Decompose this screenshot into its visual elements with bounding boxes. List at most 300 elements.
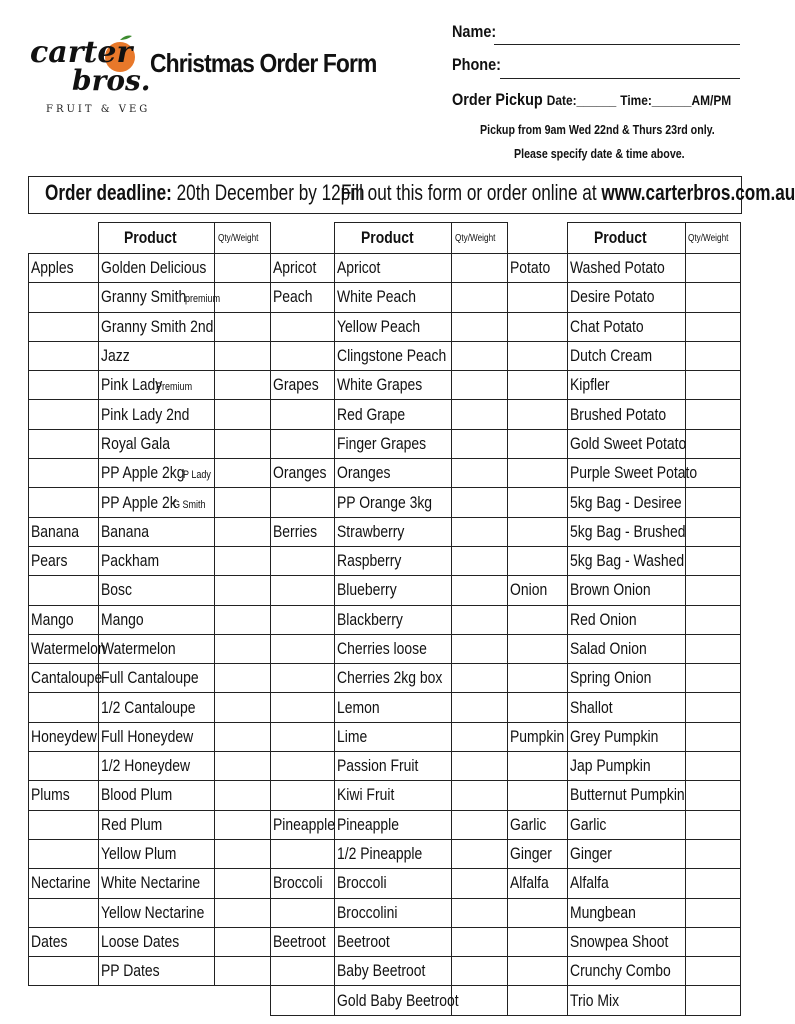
table-row bbox=[508, 312, 741, 341]
qty-input-cell[interactable] bbox=[215, 664, 271, 693]
qty-input-cell[interactable] bbox=[452, 839, 508, 868]
qty-input-cell[interactable] bbox=[215, 429, 271, 458]
table-row bbox=[29, 400, 271, 429]
table-row bbox=[29, 722, 271, 751]
table-row bbox=[271, 283, 508, 312]
qty-input-cell[interactable] bbox=[686, 429, 741, 458]
table-row bbox=[508, 517, 741, 546]
online-url-link[interactable]: www.carterbros.com.au bbox=[601, 180, 795, 205]
category-cell bbox=[29, 488, 99, 517]
qty-input-cell[interactable] bbox=[686, 986, 741, 1015]
category-cell bbox=[271, 312, 335, 341]
category-cell bbox=[508, 459, 568, 488]
qty-input-cell[interactable] bbox=[215, 517, 271, 546]
qty-input-cell[interactable] bbox=[686, 957, 741, 986]
qty-input-cell[interactable] bbox=[686, 752, 741, 781]
qty-input-cell[interactable] bbox=[686, 634, 741, 663]
product-cell: Dutch Cream bbox=[568, 341, 686, 370]
category-cell bbox=[508, 283, 568, 312]
category-cell bbox=[271, 781, 335, 810]
table-row bbox=[508, 400, 741, 429]
product-cell: Butternut Pumpkin bbox=[568, 781, 686, 810]
table-row bbox=[508, 429, 741, 458]
product-cell: Beetroot bbox=[335, 927, 452, 956]
category-cell: Honeydew bbox=[29, 722, 99, 751]
table-row bbox=[508, 546, 741, 575]
category-cell: Cantaloupe bbox=[29, 664, 99, 693]
category-cell bbox=[508, 400, 568, 429]
qty-input-cell[interactable] bbox=[215, 459, 271, 488]
logo-text-top: carter bbox=[30, 35, 133, 70]
qty-input-cell[interactable] bbox=[686, 312, 741, 341]
product-cell: 5kg Bag - Desiree bbox=[568, 488, 686, 517]
category-cell: Dates bbox=[29, 927, 99, 956]
brand-logo bbox=[28, 30, 151, 120]
order-table-fruit-veg bbox=[270, 222, 508, 1016]
product-cell: Golden Delicious bbox=[99, 254, 215, 283]
table-row bbox=[271, 341, 508, 370]
category-cell: Oranges bbox=[271, 459, 335, 488]
category-cell bbox=[508, 781, 568, 810]
category-cell bbox=[508, 957, 568, 986]
category-cell bbox=[271, 634, 335, 663]
product-cell: White Nectarine bbox=[99, 869, 215, 898]
qty-input-cell[interactable] bbox=[686, 898, 741, 927]
table-row bbox=[271, 986, 508, 1015]
table-row bbox=[29, 781, 271, 810]
table-row bbox=[271, 810, 508, 839]
table-row bbox=[271, 898, 508, 927]
qty-input-cell[interactable] bbox=[452, 283, 508, 312]
qty-input-cell[interactable] bbox=[452, 898, 508, 927]
logo-text-bottom: bros. bbox=[72, 64, 151, 97]
category-cell bbox=[29, 429, 99, 458]
table-row bbox=[508, 283, 741, 312]
qty-input-cell[interactable] bbox=[686, 254, 741, 283]
category-cell bbox=[29, 752, 99, 781]
table-row bbox=[271, 693, 508, 722]
qty-input-cell[interactable] bbox=[215, 781, 271, 810]
table-row bbox=[508, 254, 741, 283]
product-cell: Broccolini bbox=[335, 898, 452, 927]
qty-input-cell[interactable] bbox=[215, 488, 271, 517]
table-row bbox=[29, 341, 271, 370]
category-cell bbox=[508, 546, 568, 575]
qty-input-cell[interactable] bbox=[686, 400, 741, 429]
deadline-value: 20th December by 12pm bbox=[176, 180, 365, 205]
category-cell: Banana bbox=[29, 517, 99, 546]
product-cell: Pineapple bbox=[335, 810, 452, 839]
product-cell: Jazz bbox=[99, 341, 215, 370]
product-note: P Lady bbox=[182, 469, 211, 482]
category-cell bbox=[271, 576, 335, 605]
table-row bbox=[508, 927, 741, 956]
qty-input-cell[interactable] bbox=[215, 254, 271, 283]
table-row bbox=[508, 371, 741, 400]
qty-input-cell[interactable] bbox=[686, 693, 741, 722]
qty-input-cell[interactable] bbox=[686, 781, 741, 810]
category-cell: Apples bbox=[29, 254, 99, 283]
product-cell: Broccoli bbox=[335, 869, 452, 898]
qty-input-cell[interactable] bbox=[686, 839, 741, 868]
qty-input-cell[interactable] bbox=[215, 957, 271, 986]
table-row bbox=[271, 664, 508, 693]
qty-input-cell[interactable] bbox=[215, 341, 271, 370]
qty-input-cell[interactable] bbox=[215, 546, 271, 575]
product-cell: Lemon bbox=[335, 693, 452, 722]
qty-input-cell[interactable] bbox=[452, 634, 508, 663]
product-cell: Strawberry bbox=[335, 517, 452, 546]
category-cell bbox=[29, 459, 99, 488]
category-cell: Pears bbox=[29, 546, 99, 575]
product-cell: 1/2 Pineapple bbox=[335, 839, 452, 868]
qty-input-cell[interactable] bbox=[215, 898, 271, 927]
product-cell: 1/2 Cantaloupe bbox=[99, 693, 215, 722]
qty-input-cell[interactable] bbox=[452, 810, 508, 839]
table-row bbox=[29, 869, 271, 898]
qty-input-cell[interactable] bbox=[215, 312, 271, 341]
product-cell: PP Apple 2kG Smith bbox=[99, 488, 215, 517]
product-cell: Ginger bbox=[568, 839, 686, 868]
order-table-veg bbox=[507, 222, 741, 1016]
category-cell bbox=[271, 839, 335, 868]
qty-input-cell[interactable] bbox=[686, 283, 741, 312]
qty-input-cell[interactable] bbox=[686, 517, 741, 546]
table-row bbox=[508, 634, 741, 663]
table-row bbox=[271, 517, 508, 546]
product-cell: Blackberry bbox=[335, 605, 452, 634]
product-cell: Oranges bbox=[335, 459, 452, 488]
qty-input-cell[interactable] bbox=[452, 341, 508, 370]
product-cell: 1/2 Honeydew bbox=[99, 752, 215, 781]
table-row bbox=[271, 488, 508, 517]
category-cell bbox=[508, 517, 568, 546]
category-cell: Peach bbox=[271, 283, 335, 312]
product-cell: Royal Gala bbox=[99, 429, 215, 458]
table-row bbox=[508, 664, 741, 693]
product-cell: Finger Grapes bbox=[335, 429, 452, 458]
product-note: G Smith bbox=[173, 498, 206, 511]
qty-input-cell[interactable] bbox=[452, 927, 508, 956]
product-header: Product bbox=[335, 223, 452, 254]
product-cell: 5kg Bag - Brushed bbox=[568, 517, 686, 546]
qty-header: Qty/Weight bbox=[686, 223, 741, 254]
category-cell bbox=[29, 341, 99, 370]
product-cell: PP Orange 3kg bbox=[335, 488, 452, 517]
product-cell: Loose Dates bbox=[99, 927, 215, 956]
table-row bbox=[29, 605, 271, 634]
table-row bbox=[508, 957, 741, 986]
category-cell bbox=[508, 664, 568, 693]
product-cell: Passion Fruit bbox=[335, 752, 452, 781]
product-cell: Chat Potato bbox=[568, 312, 686, 341]
category-cell bbox=[29, 898, 99, 927]
product-cell: Clingstone Peach bbox=[335, 341, 452, 370]
qty-header: Qty/Weight bbox=[452, 223, 508, 254]
qty-input-cell[interactable] bbox=[215, 722, 271, 751]
table-row bbox=[508, 869, 741, 898]
table-row bbox=[508, 722, 741, 751]
pickup-time-field[interactable]: Time:______AM/PM bbox=[620, 92, 732, 108]
qty-input-cell[interactable] bbox=[215, 371, 271, 400]
product-cell: Grey Pumpkin bbox=[568, 722, 686, 751]
pickup-note-2: Please specify date & time above. bbox=[514, 146, 685, 161]
product-header: Product bbox=[99, 223, 215, 254]
table-row bbox=[508, 576, 741, 605]
table-row bbox=[508, 341, 741, 370]
product-cell: Purple Sweet Potato bbox=[568, 459, 686, 488]
product-cell: Gold Sweet Potato bbox=[568, 429, 686, 458]
category-cell: Onion bbox=[508, 576, 568, 605]
qty-input-cell[interactable] bbox=[686, 371, 741, 400]
product-cell: Yellow Peach bbox=[335, 312, 452, 341]
category-cell: Plums bbox=[29, 781, 99, 810]
qty-input-cell[interactable] bbox=[452, 488, 508, 517]
qty-input-cell[interactable] bbox=[452, 752, 508, 781]
table-row bbox=[29, 576, 271, 605]
category-cell bbox=[508, 341, 568, 370]
qty-input-cell[interactable] bbox=[452, 517, 508, 546]
category-cell bbox=[508, 693, 568, 722]
category-cell bbox=[271, 722, 335, 751]
qty-input-cell[interactable] bbox=[452, 722, 508, 751]
product-cell: PP Dates bbox=[99, 957, 215, 986]
pickup-note-1: Pickup from 9am Wed 22nd & Thurs 23rd only. bbox=[480, 122, 715, 137]
qty-input-cell[interactable] bbox=[215, 634, 271, 663]
qty-input-cell[interactable] bbox=[215, 810, 271, 839]
qty-input-cell[interactable] bbox=[686, 927, 741, 956]
pickup-row bbox=[452, 90, 731, 110]
online-text bbox=[341, 180, 795, 206]
qty-input-cell[interactable] bbox=[452, 986, 508, 1015]
pickup-label: Order Pickup bbox=[452, 90, 543, 109]
qty-input-cell[interactable] bbox=[686, 664, 741, 693]
category-cell bbox=[271, 957, 335, 986]
category-cell: Pumpkin bbox=[508, 722, 568, 751]
qty-input-cell[interactable] bbox=[452, 781, 508, 810]
order-table-fruit bbox=[28, 222, 271, 986]
table-row bbox=[508, 781, 741, 810]
product-cell: White Peach bbox=[335, 283, 452, 312]
table-row bbox=[29, 693, 271, 722]
qty-input-cell[interactable] bbox=[215, 752, 271, 781]
qty-input-cell[interactable] bbox=[452, 957, 508, 986]
table-row bbox=[29, 283, 271, 312]
product-cell: Cherries 2kg box bbox=[335, 664, 452, 693]
category-cell: Grapes bbox=[271, 371, 335, 400]
product-cell: Shallot bbox=[568, 693, 686, 722]
qty-input-cell[interactable] bbox=[452, 371, 508, 400]
category-cell: Potato bbox=[508, 254, 568, 283]
product-cell: Bosc bbox=[99, 576, 215, 605]
qty-input-cell[interactable] bbox=[686, 341, 741, 370]
qty-input-cell[interactable] bbox=[686, 869, 741, 898]
product-cell: Full Cantaloupe bbox=[99, 664, 215, 693]
product-cell: Jap Pumpkin bbox=[568, 752, 686, 781]
table-row bbox=[29, 459, 271, 488]
product-cell: Salad Onion bbox=[568, 634, 686, 663]
phone-label: Phone: bbox=[452, 55, 501, 74]
table-row bbox=[508, 839, 741, 868]
product-cell: Kipfler bbox=[568, 371, 686, 400]
category-cell bbox=[271, 429, 335, 458]
table-row bbox=[508, 459, 741, 488]
category-cell bbox=[508, 371, 568, 400]
qty-input-cell[interactable] bbox=[686, 488, 741, 517]
category-cell: Apricot bbox=[271, 254, 335, 283]
product-cell: Pink Lady 2nd bbox=[99, 400, 215, 429]
product-cell: Granny Smithpremium bbox=[99, 283, 215, 312]
category-cell bbox=[508, 986, 568, 1015]
category-cell bbox=[508, 488, 568, 517]
product-cell: Red Plum bbox=[99, 810, 215, 839]
pickup-date-field[interactable]: Date:______ bbox=[546, 92, 617, 108]
category-cell bbox=[271, 664, 335, 693]
product-cell: Blood Plum bbox=[99, 781, 215, 810]
table-row bbox=[271, 371, 508, 400]
qty-input-cell[interactable] bbox=[215, 693, 271, 722]
category-cell bbox=[29, 957, 99, 986]
qty-input-cell[interactable] bbox=[686, 810, 741, 839]
qty-input-cell[interactable] bbox=[452, 312, 508, 341]
table-row bbox=[29, 810, 271, 839]
category-cell bbox=[271, 986, 335, 1015]
qty-input-cell[interactable] bbox=[215, 605, 271, 634]
product-cell: Kiwi Fruit bbox=[335, 781, 452, 810]
qty-input-cell[interactable] bbox=[452, 459, 508, 488]
qty-input-cell[interactable] bbox=[452, 429, 508, 458]
product-cell: Baby Beetroot bbox=[335, 957, 452, 986]
table-row bbox=[29, 254, 271, 283]
category-cell bbox=[271, 400, 335, 429]
product-cell: Raspberry bbox=[335, 546, 452, 575]
qty-input-cell[interactable] bbox=[215, 839, 271, 868]
category-cell bbox=[508, 312, 568, 341]
table-row bbox=[508, 810, 741, 839]
phone-field[interactable] bbox=[500, 78, 740, 79]
table-row bbox=[29, 898, 271, 927]
table-row bbox=[271, 634, 508, 663]
category-cell bbox=[508, 927, 568, 956]
category-cell bbox=[29, 810, 99, 839]
category-cell bbox=[29, 576, 99, 605]
name-label: Name: bbox=[452, 22, 497, 41]
qty-header: Qty/Weight bbox=[215, 223, 271, 254]
product-header: Product bbox=[568, 223, 686, 254]
product-cell: Banana bbox=[99, 517, 215, 546]
name-field[interactable] bbox=[494, 44, 740, 45]
product-cell: Red Grape bbox=[335, 400, 452, 429]
category-cell bbox=[29, 283, 99, 312]
table-row bbox=[271, 400, 508, 429]
product-cell: Crunchy Combo bbox=[568, 957, 686, 986]
product-cell: Snowpea Shoot bbox=[568, 927, 686, 956]
category-cell bbox=[29, 400, 99, 429]
qty-input-cell[interactable] bbox=[452, 664, 508, 693]
qty-input-cell[interactable] bbox=[215, 927, 271, 956]
table-row bbox=[271, 957, 508, 986]
category-cell bbox=[271, 605, 335, 634]
table-row bbox=[271, 312, 508, 341]
table-row bbox=[508, 898, 741, 927]
qty-input-cell[interactable] bbox=[215, 869, 271, 898]
table-row bbox=[271, 752, 508, 781]
online-prefix: Fill out this form or order online at bbox=[341, 180, 597, 205]
category-cell bbox=[29, 839, 99, 868]
product-cell: White Grapes bbox=[335, 371, 452, 400]
qty-input-cell[interactable] bbox=[686, 605, 741, 634]
product-cell: Pink LadyPremium bbox=[99, 371, 215, 400]
product-cell: Yellow Plum bbox=[99, 839, 215, 868]
category-cell: Broccoli bbox=[271, 869, 335, 898]
qty-input-cell[interactable] bbox=[686, 546, 741, 575]
product-cell: Desire Potato bbox=[568, 283, 686, 312]
table-row bbox=[271, 781, 508, 810]
table-row bbox=[29, 664, 271, 693]
table-row bbox=[29, 957, 271, 986]
qty-input-cell[interactable] bbox=[215, 400, 271, 429]
qty-input-cell[interactable] bbox=[452, 576, 508, 605]
product-cell: Full Honeydew bbox=[99, 722, 215, 751]
qty-input-cell[interactable] bbox=[452, 693, 508, 722]
product-cell: Yellow Nectarine bbox=[99, 898, 215, 927]
category-cell: Beetroot bbox=[271, 927, 335, 956]
table-row bbox=[29, 546, 271, 575]
category-cell bbox=[29, 312, 99, 341]
qty-input-cell[interactable] bbox=[686, 576, 741, 605]
product-cell: Lime bbox=[335, 722, 452, 751]
product-cell: Red Onion bbox=[568, 605, 686, 634]
category-cell: Alfalfa bbox=[508, 869, 568, 898]
table-row bbox=[29, 927, 271, 956]
qty-input-cell[interactable] bbox=[215, 283, 271, 312]
table-row bbox=[271, 459, 508, 488]
table-row bbox=[271, 254, 508, 283]
category-cell bbox=[271, 752, 335, 781]
category-cell: Berries bbox=[271, 517, 335, 546]
table-row bbox=[29, 488, 271, 517]
table-row bbox=[508, 488, 741, 517]
qty-input-cell[interactable] bbox=[452, 400, 508, 429]
category-cell: Garlic bbox=[508, 810, 568, 839]
table-row bbox=[508, 986, 741, 1015]
table-row bbox=[508, 693, 741, 722]
category-cell bbox=[508, 752, 568, 781]
category-cell bbox=[508, 898, 568, 927]
table-row bbox=[29, 429, 271, 458]
qty-input-cell[interactable] bbox=[452, 546, 508, 575]
product-cell: Alfalfa bbox=[568, 869, 686, 898]
category-cell: Pineapple bbox=[271, 810, 335, 839]
category-cell bbox=[508, 605, 568, 634]
category-cell bbox=[271, 546, 335, 575]
table-row bbox=[271, 722, 508, 751]
qty-input-cell[interactable] bbox=[452, 254, 508, 283]
category-cell bbox=[508, 429, 568, 458]
category-cell bbox=[508, 634, 568, 663]
product-note: Premium bbox=[155, 381, 192, 394]
qty-input-cell[interactable] bbox=[452, 869, 508, 898]
qty-input-cell[interactable] bbox=[452, 605, 508, 634]
category-cell bbox=[29, 693, 99, 722]
qty-input-cell[interactable] bbox=[215, 576, 271, 605]
qty-input-cell[interactable] bbox=[686, 722, 741, 751]
product-cell: Washed Potato bbox=[568, 254, 686, 283]
deadline-banner bbox=[28, 176, 795, 214]
table-row bbox=[29, 312, 271, 341]
table-row bbox=[271, 546, 508, 575]
product-cell: Watermelon bbox=[99, 634, 215, 663]
